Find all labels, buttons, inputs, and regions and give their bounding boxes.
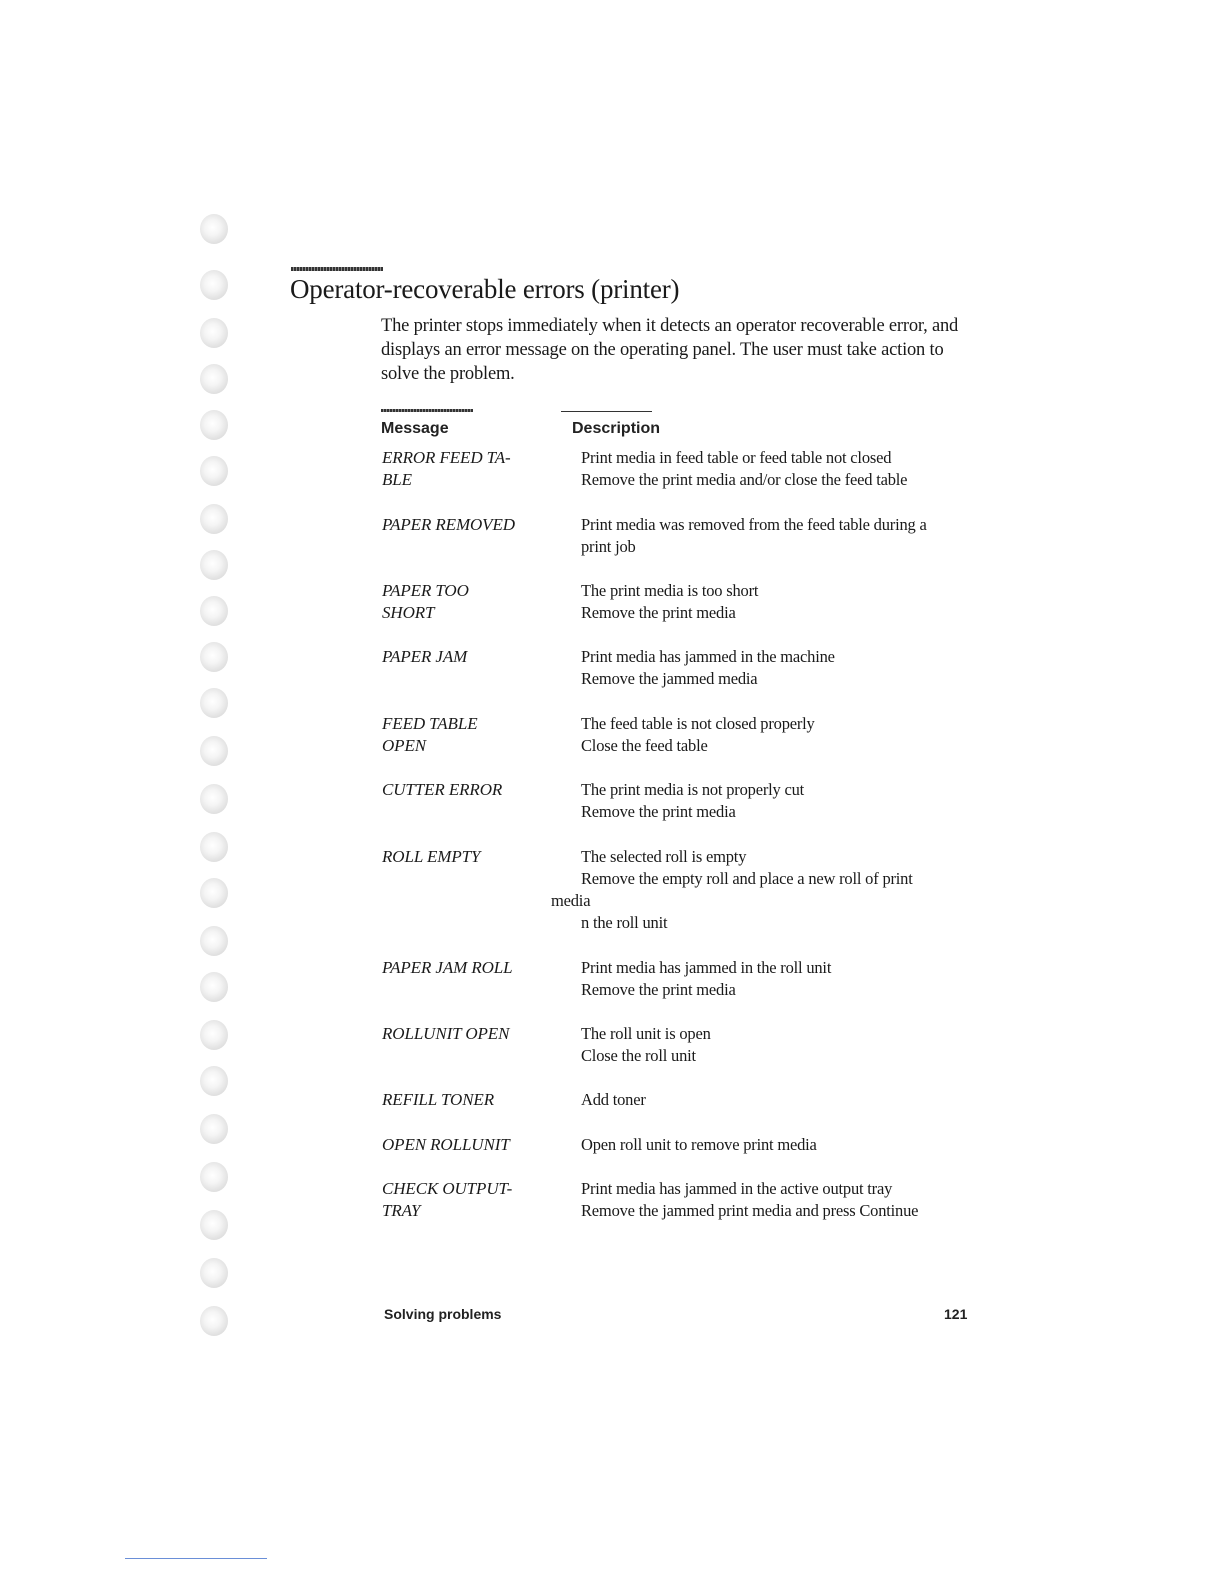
table-row: [0, 1089, 1224, 1139]
error-message-code: [382, 1178, 532, 1222]
table-row: [0, 580, 1224, 630]
binder-hole: [200, 214, 228, 244]
table-row: [0, 514, 1224, 564]
error-message-code: [382, 580, 532, 624]
binder-hole: [200, 1258, 228, 1288]
message-line: PAPER JAM: [382, 647, 468, 666]
message-line: PAPER REMOVED: [382, 515, 515, 534]
table-row: [0, 779, 1224, 829]
description-line: The selected roll is empty: [581, 847, 747, 866]
binder-hole: [200, 1306, 228, 1336]
message-line: PAPER TOO: [382, 581, 469, 600]
description-line: Add toner: [581, 1090, 646, 1109]
description-line: Print media has jammed in the active output tray: [581, 1179, 893, 1198]
message-line: OPEN: [382, 736, 426, 755]
bottom-rule: [125, 1558, 267, 1559]
error-description: [581, 447, 961, 491]
description-line: Print media was removed from the feed table during a: [581, 515, 927, 534]
error-description: [581, 713, 961, 757]
error-description: [581, 514, 961, 558]
binder-hole: [200, 410, 228, 440]
table-row: [0, 1134, 1224, 1184]
table-row: [0, 846, 1224, 932]
error-description: [581, 1134, 961, 1156]
binder-hole: [200, 926, 228, 956]
description-column-rule: [561, 411, 652, 412]
description-line: Remove the print media: [581, 980, 736, 999]
message-line: ROLL EMPTY: [382, 847, 481, 866]
error-message-code: [382, 1089, 532, 1111]
table-row: [0, 713, 1224, 763]
message-line: SHORT: [382, 603, 435, 622]
error-description: [581, 1178, 961, 1222]
description-line: Close the feed table: [581, 736, 708, 755]
binder-hole: [200, 364, 228, 394]
table-row: [0, 646, 1224, 696]
description-line: Remove the print media: [581, 802, 736, 821]
message-line: PAPER JAM ROLL: [382, 958, 513, 977]
footer-chapter: Solving problems: [384, 1306, 502, 1322]
error-message-code: [382, 646, 532, 668]
description-line: Print media has jammed in the roll unit: [581, 958, 832, 977]
description-line: Remove the print media and/or close the feed table: [581, 470, 908, 489]
description-line: print job: [581, 537, 636, 556]
error-description: [581, 957, 961, 1001]
message-line: ERROR FEED TA-: [382, 448, 511, 467]
description-line: The feed table is not closed properly: [581, 714, 815, 733]
error-message-code: [382, 1023, 532, 1045]
description-line: Close the roll unit: [581, 1046, 696, 1065]
error-message-code: [382, 713, 532, 757]
error-message-code: [382, 957, 532, 979]
table-row: [0, 957, 1224, 1007]
message-line: CUTTER ERROR: [382, 780, 503, 799]
description-column-header: Description: [572, 420, 661, 437]
message-line: CHECK OUTPUT-: [382, 1179, 513, 1198]
description-line: Remove the empty roll and place a new roll of print: [581, 869, 913, 888]
message-column-header: Message: [381, 420, 449, 437]
description-line: Remove the jammed print media and press Continue: [581, 1201, 919, 1220]
description-line: The print media is not properly cut: [581, 780, 805, 799]
message-line: FEED TABLE: [382, 714, 478, 733]
error-description: [551, 846, 961, 934]
description-line: Print media in feed table or feed table not closed: [581, 448, 892, 467]
description-line: Remove the jammed media: [581, 669, 758, 688]
message-line: TRAY: [382, 1201, 421, 1220]
error-message-code: [382, 514, 532, 536]
binder-hole: [200, 270, 228, 300]
description-line: Print media has jammed in the machine: [581, 647, 835, 666]
table-row: [0, 447, 1224, 497]
description-line: media: [551, 891, 591, 910]
message-line: OPEN ROLLUNIT: [382, 1135, 510, 1154]
error-description: [581, 646, 961, 690]
message-line: ROLLUNIT OPEN: [382, 1024, 510, 1043]
description-line: The roll unit is open: [581, 1024, 711, 1043]
description-line: Remove the print media: [581, 603, 736, 622]
table-row: [0, 1023, 1224, 1073]
error-description: [581, 1089, 961, 1111]
error-description: [581, 580, 961, 624]
error-description: [581, 779, 961, 823]
section-rule: [291, 267, 383, 271]
table-row: [0, 1178, 1224, 1228]
binder-hole: [200, 318, 228, 348]
description-line: n the roll unit: [581, 913, 668, 932]
description-line: The print media is too short: [581, 581, 759, 600]
error-message-code: [382, 1134, 532, 1156]
page-number: 121: [944, 1306, 968, 1322]
error-message-code: [382, 779, 532, 801]
description-line: Open roll unit to remove print media: [581, 1135, 817, 1154]
error-message-code: [382, 846, 532, 868]
message-column-rule: [381, 409, 473, 412]
message-line: BLE: [382, 470, 412, 489]
intro-paragraph: The printer stops immediately when it detects an operator recoverable error, and displays an error message on the operating panel. The user must take action to solve the problem.: [381, 316, 959, 384]
page-title: Operator-recoverable errors (printer): [290, 274, 680, 304]
error-message-code: [382, 447, 532, 491]
error-description: [581, 1023, 961, 1067]
message-line: REFILL TONER: [382, 1090, 494, 1109]
